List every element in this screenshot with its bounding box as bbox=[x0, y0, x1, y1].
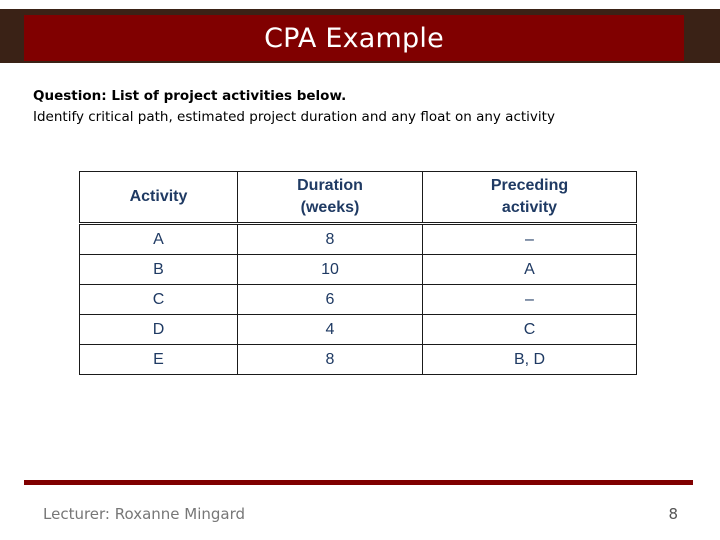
cell-activity: A bbox=[80, 224, 238, 255]
question-line-1: Question: List of project activities below. bbox=[33, 88, 347, 104]
question-line-2: Identify critical path, estimated project duration and any float on any activity bbox=[33, 109, 555, 125]
cell-preceding: A bbox=[423, 255, 637, 285]
table-row bbox=[80, 315, 637, 345]
cell-duration: 6 bbox=[238, 285, 423, 315]
cell-activity: B bbox=[80, 255, 238, 285]
footer-divider bbox=[24, 480, 693, 485]
cell-activity: D bbox=[80, 315, 238, 345]
cell-preceding: B, D bbox=[423, 345, 637, 375]
header-preceding: Preceding activity bbox=[423, 172, 637, 224]
cell-preceding: C bbox=[423, 315, 637, 345]
activity-table bbox=[79, 171, 637, 375]
cell-preceding: – bbox=[423, 224, 637, 255]
cell-duration: 4 bbox=[238, 315, 423, 345]
table-row bbox=[80, 224, 637, 255]
table-row bbox=[80, 345, 637, 375]
table-row bbox=[80, 255, 637, 285]
cell-duration: 8 bbox=[238, 345, 423, 375]
table-row bbox=[80, 285, 637, 315]
cell-duration: 10 bbox=[238, 255, 423, 285]
cell-activity: C bbox=[80, 285, 238, 315]
question-block bbox=[33, 86, 693, 128]
lecturer-name: Lecturer: Roxanne Mingard bbox=[43, 505, 246, 523]
cell-activity: E bbox=[80, 345, 238, 375]
slide-number: 8 bbox=[668, 505, 678, 523]
table-header-row bbox=[80, 172, 637, 224]
cell-preceding: – bbox=[423, 285, 637, 315]
header-activity: Activity bbox=[80, 172, 238, 224]
cell-duration: 8 bbox=[238, 224, 423, 255]
header-duration: Duration (weeks) bbox=[238, 172, 423, 224]
title-bar bbox=[24, 15, 684, 61]
slide-title: CPA Example bbox=[264, 22, 444, 54]
